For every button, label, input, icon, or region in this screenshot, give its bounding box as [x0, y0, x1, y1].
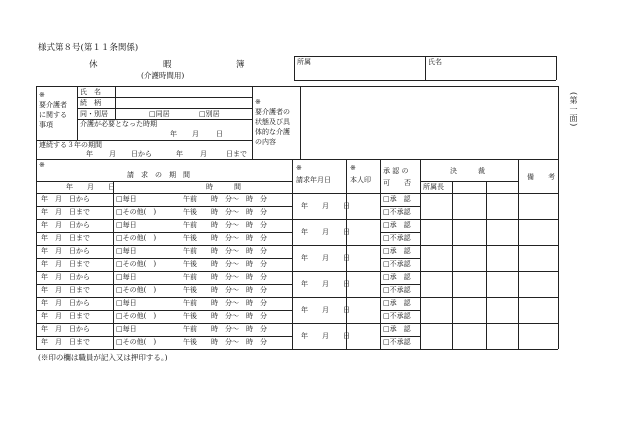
other-checkbox[interactable]: □その他( ) — [116, 312, 157, 320]
care-needed-day: 日 — [216, 130, 223, 138]
form-id: 様式第８号(第１１条関係) — [38, 43, 139, 53]
period-from-text: 年 月 日から — [41, 299, 90, 307]
other-checkbox[interactable]: □その他( ) — [116, 208, 157, 216]
footnote: (※印の欄は職員が記入又は押印する。) — [38, 353, 168, 362]
row-mid-border — [36, 206, 292, 207]
request-date-text: 年 月 日 — [301, 280, 350, 288]
self-seal-header: 本人印 — [350, 176, 371, 184]
request-mark: ※ — [39, 161, 45, 169]
approval-header-line-1: 承 認 の — [383, 167, 409, 175]
affiliation-label: 所属 — [297, 58, 311, 66]
condition-line-1: 要介護者の — [255, 108, 290, 116]
am-time-text: 午前 時 分～ 時 分 — [183, 195, 267, 203]
period-until-text: 年 月 日まで — [41, 260, 90, 268]
disapprove-checkbox[interactable]: □不承認 — [383, 208, 411, 216]
condition-line-2: 状態及び具 — [255, 118, 290, 126]
request-date-mark: ※ — [296, 164, 302, 172]
pm-time-text: 午後 時 分～ 時 分 — [183, 260, 267, 268]
name-label: 氏名 — [428, 58, 442, 66]
daily-checkbox[interactable]: □毎日 — [116, 195, 137, 203]
am-time-text: 午前 時 分～ 時 分 — [183, 299, 267, 307]
request-date-header: 請求年月日 — [296, 176, 331, 184]
period-start-day: 日から — [131, 150, 152, 158]
row-top-border — [36, 297, 558, 298]
disapprove-checkbox[interactable]: □不承認 — [383, 234, 411, 242]
period-from-text: 年 月 日から — [41, 221, 90, 229]
period-start-month: 月 — [109, 150, 116, 158]
am-time-text: 午前 時 分～ 時 分 — [183, 273, 267, 281]
row-top-border — [36, 271, 558, 272]
row-mid-border — [380, 232, 420, 233]
request-date-text: 年 月 日 — [301, 228, 350, 236]
three-year-period-label: 連続する３年の期間 — [39, 141, 102, 149]
relationship-label: 続 柄 — [80, 99, 101, 107]
period-from-text: 年 月 日から — [41, 247, 90, 255]
period-end-day: 日まで — [226, 150, 247, 158]
pm-time-text: 午後 時 分～ 時 分 — [183, 286, 267, 294]
title-subtitle: (介護時間用) — [141, 71, 185, 80]
row-mid-border — [36, 258, 292, 259]
row-top-border — [36, 193, 558, 194]
pm-time-text: 午後 時 分～ 時 分 — [183, 234, 267, 242]
daily-checkbox[interactable]: □毎日 — [116, 299, 137, 307]
care-label-line-3: 事項 — [39, 121, 53, 129]
row-top-border — [36, 245, 558, 246]
title-char-1: 休 — [89, 60, 98, 70]
decision-header: 決 裁 — [450, 167, 485, 175]
period-end-month: 月 — [200, 150, 207, 158]
other-checkbox[interactable]: □その他( ) — [116, 260, 157, 268]
title-char-2: 暇 — [163, 60, 172, 70]
request-date-text: 年 月 日 — [301, 306, 350, 314]
row-mid-border — [36, 232, 292, 233]
am-time-text: 午前 時 分～ 時 分 — [183, 221, 267, 229]
am-time-text: 午前 時 分～ 時 分 — [183, 247, 267, 255]
care-label-line-2: に関する — [39, 111, 67, 119]
page-side-label: (第一面) — [569, 92, 578, 128]
period-start-year: 年 — [86, 150, 93, 158]
pm-time-text: 午後 時 分～ 時 分 — [183, 338, 267, 346]
row-mid-border — [380, 258, 420, 259]
period-until-text: 年 月 日まで — [41, 208, 90, 216]
period-from-text: 年 月 日から — [41, 195, 90, 203]
daily-checkbox[interactable]: □毎日 — [116, 273, 137, 281]
row-mid-border — [380, 284, 420, 285]
living-status-label: 同・別居 — [80, 110, 108, 118]
other-checkbox[interactable]: □その他( ) — [116, 286, 157, 294]
time-column-header: 時 間 — [206, 183, 241, 191]
approve-checkbox[interactable]: □承 認 — [383, 299, 411, 307]
row-mid-border — [36, 310, 292, 311]
period-until-text: 年 月 日まで — [41, 338, 90, 346]
pm-time-text: 午後 時 分～ 時 分 — [183, 312, 267, 320]
approve-checkbox[interactable]: □承 認 — [383, 247, 411, 255]
care-needed-year: 年 — [170, 130, 177, 138]
care-mark: ※ — [39, 91, 45, 99]
approve-checkbox[interactable]: □承 認 — [383, 325, 411, 333]
care-label-line-1: 要介護者 — [39, 101, 67, 109]
period-until-text: 年 月 日まで — [41, 286, 90, 294]
daily-checkbox[interactable]: □毎日 — [116, 325, 137, 333]
table-bottom-border — [36, 349, 558, 350]
other-checkbox[interactable]: □その他( ) — [116, 234, 157, 242]
row-top-border — [36, 219, 558, 220]
period-from-text: 年 月 日から — [41, 273, 90, 281]
period-from-text: 年 月 日から — [41, 325, 90, 333]
row-mid-border — [36, 284, 292, 285]
disapprove-checkbox[interactable]: □不承認 — [383, 338, 411, 346]
title-char-3: 簿 — [236, 60, 245, 70]
condition-line-4: の内容 — [255, 138, 276, 146]
condition-mark: ※ — [255, 98, 261, 106]
row-mid-border — [380, 310, 420, 311]
disapprove-checkbox[interactable]: □不承認 — [383, 260, 411, 268]
pm-time-text: 午後 時 分～ 時 分 — [183, 208, 267, 216]
period-until-text: 年 月 日まで — [41, 234, 90, 242]
daily-checkbox[interactable]: □毎日 — [116, 247, 137, 255]
date-column-header: 年 月 日 — [66, 183, 115, 191]
am-time-text: 午前 時 分～ 時 分 — [183, 325, 267, 333]
disapprove-checkbox[interactable]: □不承認 — [383, 286, 411, 294]
request-date-text: 年 月 日 — [301, 332, 350, 340]
row-top-border — [36, 323, 558, 324]
request-date-text: 年 月 日 — [301, 254, 350, 262]
approve-checkbox[interactable]: □承 認 — [383, 273, 411, 281]
other-checkbox[interactable]: □その他( ) — [116, 338, 157, 346]
approve-checkbox[interactable]: □承 認 — [383, 195, 411, 203]
row-mid-border — [380, 336, 420, 337]
request-period-header: 請 求 の 期 間 — [127, 171, 190, 179]
period-end-year: 年 — [176, 150, 183, 158]
row-mid-border — [36, 336, 292, 337]
living-separate-checkbox[interactable]: □別居 — [199, 110, 220, 118]
approve-checkbox[interactable]: □承 認 — [383, 221, 411, 229]
self-seal-mark: ※ — [350, 164, 356, 172]
daily-checkbox[interactable]: □毎日 — [116, 221, 137, 229]
period-until-text: 年 月 日まで — [41, 312, 90, 320]
disapprove-checkbox[interactable]: □不承認 — [383, 312, 411, 320]
row-mid-border — [380, 206, 420, 207]
condition-line-3: 体的な介護 — [255, 128, 290, 136]
approval-header-line-2: 可 否 — [383, 179, 411, 187]
section-chief-header: 所属長 — [423, 183, 444, 191]
remarks-header: 備 考 — [527, 173, 555, 181]
request-date-text: 年 月 日 — [301, 202, 350, 210]
living-together-checkbox[interactable]: □同居 — [149, 110, 170, 118]
care-needed-since-label: 介護が必要となった時期 — [80, 120, 157, 128]
care-needed-month: 月 — [192, 130, 199, 138]
recipient-name-label: 氏 名 — [80, 88, 101, 96]
